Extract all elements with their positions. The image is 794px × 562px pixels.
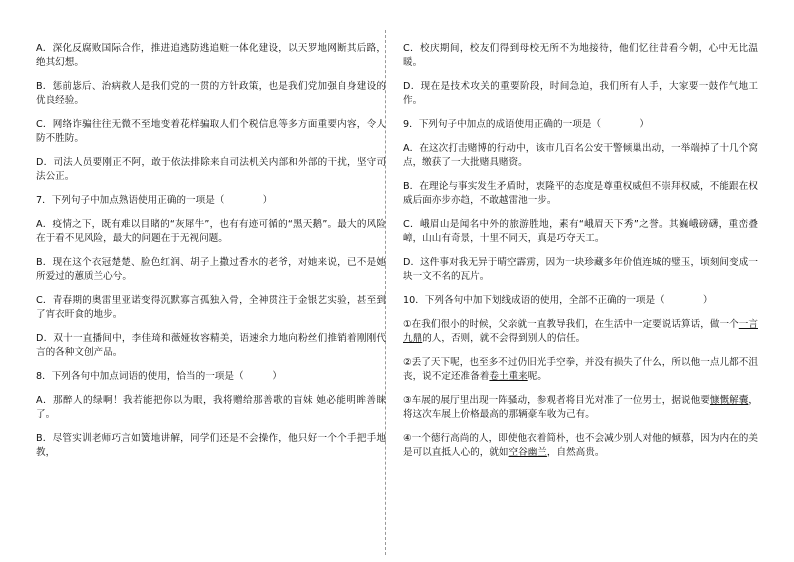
statement-text: ①在我们很小的时候，父亲就一直教导我们，在生活中一定要说话算话，做一个 — [403, 319, 739, 330]
q8-option-d: D．现在是技术攻关的重要阶段，时间急迫，我们所有人手，大家要一鼓作气地工作。 — [403, 81, 758, 106]
underlined-idiom: 一言九鼎 — [403, 319, 758, 344]
left-column — [36, 42, 386, 470]
q10-statement-2 — [403, 356, 758, 384]
q9-option-b: B．在理论与事实发生矛盾时，衷隆平的态度是尊重权威但不崇拜权威，不能跟在权威后面亦步亦趋，不敢越雷池一步。 — [403, 181, 758, 206]
q6-option-b: B．惩前毖后、治病救人是我们党的一贯的方针政策，也是我们党加强自身建设的优良经验。 — [36, 81, 386, 106]
q6-option-a: A．深化反腐败国际合作，推进追逃防逃追赃一体化建设，以天罗地网断其后路，绝其幻想。 — [36, 43, 386, 68]
q7-option-b: B．现在这个衣冠楚楚、脸色红润、胡子上撒过香水的老爷，对她来说，已不是她所爱过的蕙质兰心兮。 — [36, 257, 386, 282]
q7-option-d: D．双十一直播间中，李佳琦和薇娅妆容精美，语速余力地向粉丝们推销着刚刚代言的各种文创产品。 — [36, 333, 386, 358]
q8-option-b: B．尽管实训老师巧言如簧地讲解，同学们还是不会操作，他只好一个个手把手地教， — [36, 433, 386, 458]
statement-text: ，将这次车展上价格最高的那辆豪车收为己有。 — [403, 395, 759, 420]
q8-option-c: C．校庆期间，校友们得到母校无所不为地接待，他们忆往昔看今朝，心中无比温暖。 — [403, 43, 758, 68]
question-8: 8．下列各句中加点词语的使用，恰当的一项是（ ） — [36, 371, 282, 382]
question-7: 7．下列句子中加点熟语使用正确的一项是（ ） — [36, 195, 273, 206]
statement-text: ④一个德行高尚的人，即使他衣着简朴，也不会减少别人对他的倾慕，因为内在的美是可以直抵人心的，就如 — [403, 433, 758, 458]
statement-text: 的人，否则，就不会得到别人的信任。 — [422, 333, 586, 344]
q10-statement-3 — [403, 394, 758, 422]
statement-text: 呢。 — [527, 371, 547, 382]
right-column — [403, 42, 758, 470]
q7-option-a: A．疫情之下，既有难以目睹的“灰犀牛”，也有有迹可循的“黑天鹅”。最大的风险在于看不见风险，最大的问题在于无视问题。 — [36, 219, 386, 244]
underlined-idiom: 慷慨解囊 — [709, 395, 749, 406]
underlined-idiom: 卷土重来 — [489, 371, 528, 382]
question-9: 9．下列句子中加点的成语使用正确的一项是（ ） — [403, 119, 649, 130]
q8-option-a: A．那醉人的绿啊！我若能把你以为眼，我将赠给那善歌的盲妹 她必能明眸善睐了。 — [36, 395, 386, 420]
statement-text: ③车展的展厅里出现一阵骚动，参观者将目光对准了一位男士，据说他要 — [403, 395, 710, 406]
q9-option-a: A．在这次打击赌博的行动中，该市几百名公安干警倾巢出动，一举端掉了十几个窝点，缴获了一大批赌具赌资。 — [403, 143, 758, 168]
statement-text: ，自然高贵。 — [546, 447, 605, 458]
question-10: 10．下列各句中加下划线成语的使用，全部不正确的一项是（ ） — [403, 295, 713, 306]
q9-option-d: D．这件事对我无异于晴空霹雳，因为一块珍藏多年价值连城的璧玉，顷刻间变成一块一文不名的瓦片。 — [403, 257, 758, 282]
q7-option-c: C．青春期的奥雷里亚诺变得沉默寡言孤独入骨，全神贯注于金银艺实验，甚至到了宵衣旰食的地步。 — [36, 295, 386, 320]
statement-text: ②丢了天下呢，也至多不过仍旧光手空拳，并没有损失了什么，所以他一点儿都不沮丧，说不定还准备着 — [403, 357, 758, 382]
q6-option-c: C．网络诈骗往往无微不至地变着花样骗取人们个税信息等多方面重要内容，令人防不胜防。 — [36, 119, 386, 144]
q10-statement-4 — [403, 432, 758, 460]
q10-statement-1 — [403, 318, 758, 346]
underlined-idiom: 空谷幽兰 — [508, 447, 547, 458]
q9-option-c: C．峨眉山是闻名中外的旅游胜地，素有“峨眉天下秀”之誉。其巍峨磅礴，重峦叠嶂，山山有奇景，十里不同天，真是巧夺天工。 — [403, 219, 758, 244]
q6-option-d: D．司法人员要刚正不阿，敢于依法排除来自司法机关内部和外部的干扰，坚守司法公正。 — [36, 157, 386, 182]
